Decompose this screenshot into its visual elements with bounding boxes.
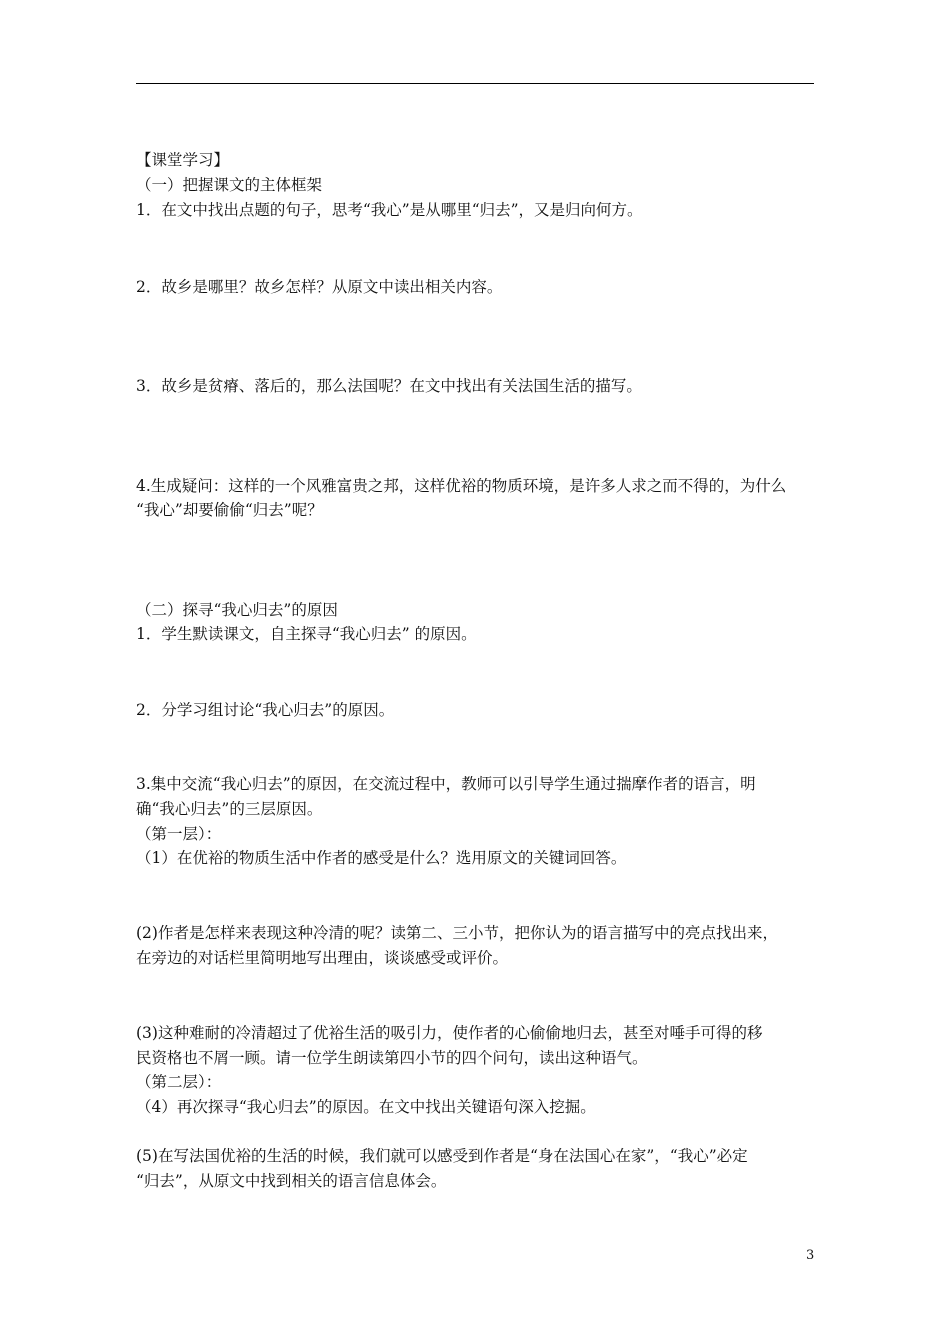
page-number: 3 (806, 1248, 815, 1263)
question-3: 3．故乡是贫瘠、落后的，那么法国呢？在文中找出有关法国生活的描写。 (136, 377, 642, 395)
section2-question-3-line-2: 确“我心归去”的三层原因。 (136, 800, 323, 818)
section1-title: （一）把握课文的主体框架 (136, 176, 323, 194)
question-2: 2．故乡是哪里？故乡怎样？从原文中读出相关内容。 (136, 278, 503, 296)
question-1: 1．在文中找出点题的句子，思考“我心”是从哪里“归去”，又是归向何方。 (136, 201, 643, 219)
layer-2-label: （第二层）： (136, 1073, 222, 1091)
item-2-line-2: 在旁边的对话栏里简明地写出理由，谈谈感受或评价。 (136, 949, 509, 967)
item-3-line-1: (3)这种难耐的冷清超过了优裕生活的吸引力，使作者的心偷偷地归去，甚至对唾手可得的移 (136, 1024, 763, 1042)
section-heading: 【课堂学习】 (136, 151, 230, 169)
item-5-line-1: (5)在写法国优裕的生活的时候，我们就可以感受到作者是“身在法国心在家”，“我心”必定 (136, 1147, 748, 1165)
item-2-line-1: (2)作者是怎样来表现这种冷清的呢？读第二、三小节，把你认为的语言描写中的亮点找出来， (136, 924, 778, 942)
item-1: （1）在优裕的物质生活中作者的感受是什么？选用原文的关键词回答。 (136, 849, 627, 867)
item-4: （4）再次探寻“我心归去”的原因。在文中找出关键语句深入挖掘。 (136, 1098, 596, 1116)
section2-title: （二）探寻“我心归去”的原因 (136, 601, 338, 619)
item-5-line-2: “归去”，从原文中找到相关的语言信息体会。 (136, 1172, 447, 1190)
section2-question-1: 1．学生默读课文，自主探寻“我心归去” 的原因。 (136, 625, 477, 643)
section2-question-2: 2．分学习组讨论“我心归去”的原因。 (136, 701, 395, 719)
section2-question-3-line-1: 3.集中交流“我心归去”的原因，在交流过程中，教师可以引导学生通过揣摩作者的语言，明 (136, 775, 756, 793)
item-3-line-2: 民资格也不屑一顾。请一位学生朗读第四小节的四个问句，读出这种语气。 (136, 1049, 648, 1067)
question-4-line-1: 4.生成疑问：这样的一个风雅富贵之邦，这样优裕的物质环境，是许多人求之而不得的，为什么 (136, 477, 787, 495)
header-rule (136, 83, 814, 84)
layer-1-label: （第一层）： (136, 825, 222, 843)
question-4-line-2: “我心”却要偷偷“归去”呢？ (136, 501, 323, 519)
